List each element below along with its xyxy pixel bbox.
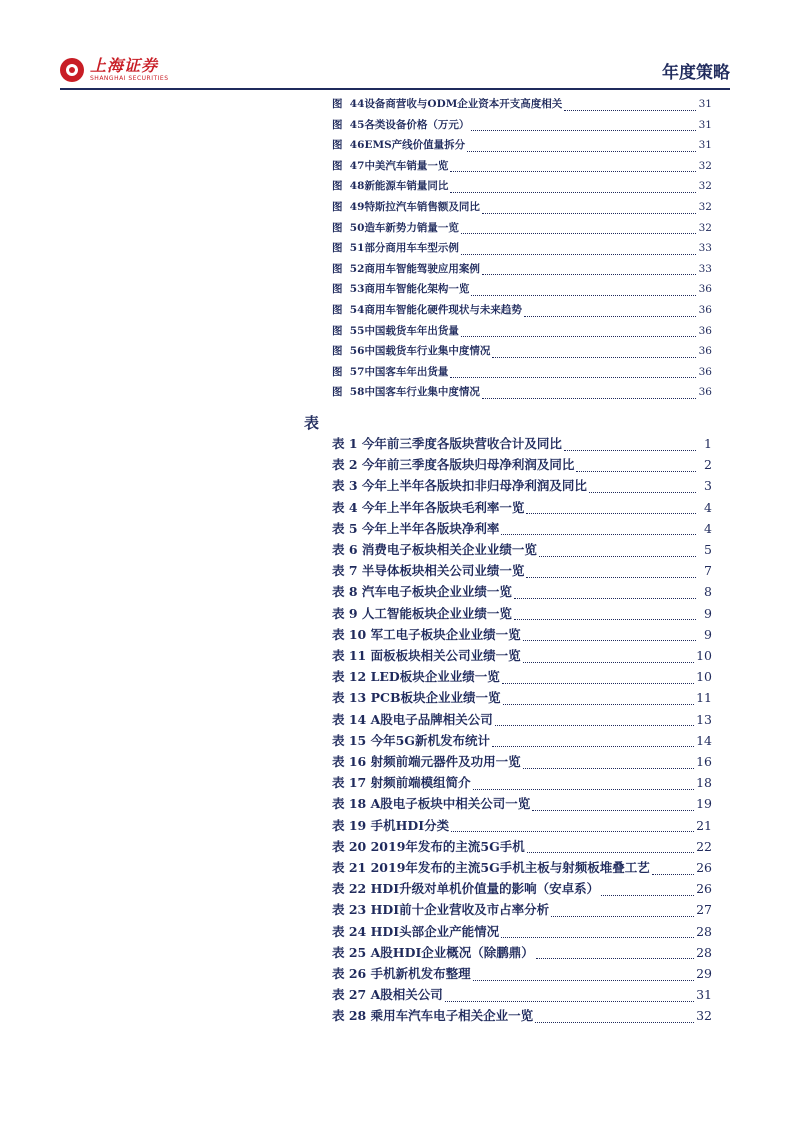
entry-page-number: 28 (696, 923, 712, 939)
entry-title: 中国客车年出货量 (364, 365, 449, 378)
dot-leader (539, 546, 696, 557)
entry-label: 图 57 (332, 365, 365, 378)
dot-leader (450, 184, 696, 193)
entry-label: 表 25 (332, 944, 371, 960)
entry-page-number: 29 (696, 966, 712, 981)
entry-label: 表 26 (332, 966, 371, 981)
entry-page-number: 36 (698, 386, 712, 399)
toc-table-entry[interactable] (332, 540, 712, 562)
toc-figure-entry[interactable] (332, 384, 712, 404)
entry-label: 图 56 (332, 345, 365, 358)
entry-label: 表 12 (332, 669, 371, 685)
logo-text-en: SHANGHAI SECURITIES (90, 75, 169, 82)
dot-leader (492, 736, 694, 747)
entry-title: 商用车智能化硬件现状与未来趋势 (364, 304, 522, 316)
entry-page-number: 10 (696, 648, 712, 663)
toc-table-entry[interactable] (332, 794, 712, 816)
entry-title: A股电子品牌相关公司 (370, 711, 493, 727)
entry-page-number: 32 (696, 1008, 712, 1024)
entry-title: HDI头部企业产能情况 (370, 923, 500, 939)
dot-leader (503, 694, 695, 705)
toc-table-entry[interactable] (332, 667, 712, 689)
entry-page-number: 16 (696, 754, 712, 769)
dot-leader (482, 266, 696, 275)
entry-title: 今年前三季度各版块归母净利润及同比 (361, 457, 575, 473)
entry-page-number: 36 (698, 345, 712, 358)
entry-title: 2019年发布的主流5G手机主板与射频板堆叠工艺 (370, 860, 650, 875)
dot-leader (523, 652, 694, 663)
dot-leader (523, 630, 696, 641)
dot-leader (482, 205, 696, 214)
toc-table-entry[interactable] (332, 688, 712, 710)
entry-label: 表 13 (332, 690, 371, 706)
dot-leader (526, 567, 696, 578)
entry-label: 图 54 (332, 304, 365, 316)
dot-leader (501, 524, 696, 535)
toc-figure-entry[interactable] (332, 323, 712, 343)
entry-title: 乘用车汽车电子相关企业一览 (370, 1008, 534, 1024)
entry-page-number: 33 (698, 242, 712, 255)
entry-title: A股电子板块中相关公司一览 (370, 796, 531, 812)
entry-label: 表 22 (332, 881, 371, 897)
dot-leader (445, 991, 694, 1002)
entry-title: 各类设备价格（万元） (364, 118, 470, 131)
entry-page-number: 36 (698, 365, 712, 378)
entry-page-number: 13 (696, 711, 712, 727)
dot-leader (514, 609, 696, 620)
entry-title: 造车新势力销量一览 (364, 221, 459, 234)
entry-label: 图 52 (332, 262, 365, 275)
entry-page-number: 1 (704, 436, 712, 451)
entry-title: 手机新机发布整理 (370, 966, 471, 981)
entry-title: PCB板块企业业绩一览 (370, 690, 501, 706)
toc-table-entry[interactable] (332, 985, 712, 1007)
entry-page-number: 14 (696, 732, 712, 748)
dot-leader (471, 122, 696, 131)
toc-table-entry[interactable] (332, 816, 712, 838)
dot-leader (467, 143, 696, 152)
dot-leader (576, 461, 696, 472)
entry-label: 表 18 (332, 796, 371, 812)
entry-page-number: 19 (696, 796, 712, 812)
dot-leader (524, 308, 696, 317)
entry-page-number: 33 (698, 262, 712, 275)
toc-figure-entry[interactable] (332, 117, 712, 137)
entry-page-number: 36 (698, 283, 712, 296)
entry-label: 图 55 (332, 324, 365, 337)
entry-page-number: 21 (696, 817, 712, 833)
toc-figure-entry[interactable] (332, 343, 712, 363)
entry-page-number: 36 (698, 324, 712, 337)
entry-label: 表 20 (332, 838, 371, 854)
entry-title: A股HDI企业概况（除鹏鼎） (370, 944, 534, 960)
entry-title: 射频前端元器件及功用一览 (370, 754, 521, 769)
entry-page-number: 5 (704, 542, 712, 557)
toc-table-entry[interactable] (332, 582, 712, 604)
entry-page-number: 10 (696, 669, 712, 685)
toc-table-entry[interactable] (332, 604, 712, 626)
dot-leader (652, 864, 694, 875)
entry-label: 表 6 (332, 542, 362, 557)
entry-title: 军工电子板块企业业绩一览 (370, 626, 521, 642)
entry-label: 表 23 (332, 902, 371, 918)
entry-label: 图 51 (332, 242, 365, 255)
dot-leader (451, 821, 694, 832)
page-header (60, 50, 730, 88)
entry-title: A股相关公司 (370, 987, 443, 1003)
dot-leader (461, 328, 696, 337)
entry-label: 表 3 (332, 478, 362, 494)
entry-title: 手机HDI分类 (370, 817, 450, 833)
toc-table-entry[interactable] (332, 837, 712, 859)
entry-label: 表 10 (332, 626, 371, 642)
entry-page-number: 4 (704, 499, 712, 515)
toc-figure-entry[interactable] (332, 240, 712, 260)
toc-table-entry[interactable] (332, 773, 712, 795)
entry-title: 汽车电子板块企业业绩一览 (361, 584, 512, 600)
entry-label: 表 19 (332, 817, 371, 833)
entry-title: 今年前三季度各版块营收合计及同比 (361, 436, 562, 451)
dot-leader (450, 163, 696, 172)
entry-page-number: 4 (704, 520, 712, 536)
toc-table-entry[interactable] (332, 455, 712, 477)
entry-title: 商用车智能化架构一览 (364, 283, 470, 296)
entry-page-number: 2 (704, 457, 712, 473)
entry-label: 图 47 (332, 159, 365, 172)
dot-leader (492, 349, 696, 358)
toc-figure-entry[interactable] (332, 281, 712, 301)
entry-page-number: 27 (696, 902, 712, 918)
dot-leader (564, 102, 696, 111)
entry-label: 图 46 (332, 139, 365, 152)
entry-label: 表 28 (332, 1008, 371, 1024)
logo-emblem-icon (60, 58, 84, 82)
entry-title: 今年上半年各版块扣非归母净利润及同比 (361, 478, 587, 494)
dot-leader (482, 390, 696, 399)
entry-label: 表 14 (332, 711, 371, 727)
toc-table-entry[interactable] (332, 561, 712, 583)
entry-label: 图 45 (332, 118, 365, 131)
entry-label: 图 49 (332, 201, 365, 213)
entry-title: 今年5G新机发布统计 (370, 732, 490, 748)
toc-table-entry[interactable] (332, 858, 712, 880)
dot-leader (532, 800, 694, 811)
entry-title: 中美汽车销量一览 (364, 159, 449, 172)
dot-leader (450, 369, 696, 378)
toc-table-entry[interactable] (332, 476, 712, 498)
entry-title: 半导体板块相关公司业绩一览 (361, 563, 525, 579)
toc-figure-entry[interactable] (332, 199, 712, 219)
entry-label: 表 2 (332, 457, 362, 473)
toc-figure-entry[interactable] (332, 364, 712, 384)
entry-title: 中国载货车行业集中度情况 (364, 345, 491, 358)
dot-leader (461, 225, 696, 234)
entry-title: HDI升级对单机价值量的影响（安卓系） (370, 881, 600, 897)
entry-page-number: 28 (696, 944, 712, 960)
toc-table-entry[interactable] (332, 646, 712, 668)
toc-table-entry[interactable] (332, 900, 712, 922)
entry-title: 人工智能板块企业业绩一览 (361, 605, 512, 621)
dot-leader (473, 779, 694, 790)
entry-title: 面板板块相关公司业绩一览 (370, 648, 521, 663)
entry-page-number: 36 (698, 304, 712, 316)
dot-leader (601, 885, 694, 896)
entry-page-number: 32 (698, 180, 712, 193)
dot-leader (527, 842, 694, 853)
entry-page-number: 8 (704, 584, 712, 600)
entry-title: 商用车智能驾驶应用案例 (364, 262, 480, 275)
entry-page-number: 9 (704, 605, 712, 621)
entry-page-number: 11 (696, 690, 712, 706)
entry-label: 图 44 (332, 98, 365, 110)
dot-leader (523, 758, 694, 769)
dot-leader (495, 715, 694, 726)
entry-label: 表 21 (332, 860, 371, 875)
entry-page-number: 31 (696, 987, 712, 1003)
entry-label: 图 50 (332, 221, 365, 234)
entry-label: 表 16 (332, 754, 371, 769)
entry-page-number: 3 (704, 478, 712, 494)
entry-title: 射频前端模组简介 (370, 775, 471, 791)
toc-table-entry[interactable] (332, 731, 712, 753)
entry-title: HDI前十企业营收及市占率分析 (370, 902, 550, 918)
toc-table-entry[interactable] (332, 498, 712, 520)
entry-label: 图 48 (332, 180, 365, 193)
dot-leader (551, 906, 694, 917)
entry-page-number: 31 (698, 118, 712, 131)
entry-page-number: 22 (696, 838, 712, 854)
toc-figure-entry[interactable] (332, 261, 712, 281)
entry-page-number: 32 (698, 159, 712, 172)
entry-label: 表 5 (332, 520, 362, 536)
dot-leader (526, 503, 696, 514)
toc-figure-entry[interactable] (332, 158, 712, 178)
entry-label: 表 15 (332, 732, 371, 748)
entry-title: EMS产线价值量拆分 (364, 139, 466, 152)
toc-table-entry[interactable] (332, 879, 712, 901)
toc-table-entry[interactable] (332, 922, 712, 944)
entry-title: 设备商营收与ODM企业资本开支高度相关 (364, 98, 563, 110)
entry-title: 2019年发布的主流5G手机 (370, 838, 525, 854)
entry-page-number: 31 (698, 98, 712, 110)
entry-page-number: 32 (698, 221, 712, 234)
toc-figure-entry[interactable] (332, 137, 712, 157)
entry-page-number: 32 (698, 201, 712, 213)
dot-leader (535, 1012, 694, 1023)
dot-leader (501, 927, 694, 938)
entry-title: 部分商用车车型示例 (364, 242, 459, 255)
toc-table-entry[interactable] (332, 752, 712, 774)
toc-table-entry[interactable] (332, 519, 712, 541)
toc-figure-entry[interactable] (332, 96, 712, 116)
entry-page-number: 26 (696, 860, 712, 875)
toc-table-entry[interactable] (332, 625, 712, 647)
entry-title: 消费电子板块相关企业业绩一览 (361, 542, 537, 557)
company-logo (60, 56, 169, 84)
toc-table-entry[interactable] (332, 964, 712, 986)
entry-label: 表 11 (332, 648, 371, 663)
entry-page-number: 26 (696, 881, 712, 897)
entry-label: 表 17 (332, 775, 371, 791)
entry-page-number: 9 (704, 626, 712, 642)
entry-label: 图 53 (332, 283, 365, 296)
entry-label: 表 4 (332, 499, 362, 515)
dot-leader (461, 246, 696, 255)
entry-title: 新能源车销量同比 (364, 180, 449, 193)
tables-section-heading: 表 (304, 414, 320, 432)
report-type-title: 年度策略 (662, 63, 730, 83)
entry-label: 表 8 (332, 584, 362, 600)
header-divider (60, 88, 730, 90)
entry-title: 中国载货车年出货量 (364, 324, 459, 337)
dot-leader (514, 588, 696, 599)
entry-label: 表 9 (332, 605, 362, 621)
entry-page-number: 7 (704, 563, 712, 579)
dot-leader (564, 440, 696, 451)
logo-text-cn: 上海证券 (90, 56, 159, 75)
entry-title: 今年上半年各版块毛利率一览 (361, 499, 525, 515)
toc-table-entry[interactable] (332, 434, 712, 456)
entry-label: 表 7 (332, 563, 362, 579)
toc-figure-entry[interactable] (332, 178, 712, 198)
dot-leader (471, 287, 696, 296)
dot-leader (473, 970, 694, 981)
toc-table-entry[interactable] (332, 943, 712, 965)
entry-label: 表 24 (332, 923, 371, 939)
toc-figure-entry[interactable] (332, 220, 712, 240)
dot-leader (589, 482, 696, 493)
toc-table-entry[interactable] (332, 710, 712, 732)
toc-table-entry[interactable] (332, 1006, 712, 1028)
entry-label: 表 27 (332, 987, 371, 1003)
entry-title: LED板块企业业绩一览 (370, 669, 500, 685)
entry-title: 特斯拉汽车销售额及同比 (364, 201, 480, 213)
entry-page-number: 31 (698, 139, 712, 152)
dot-leader (536, 948, 694, 959)
toc-figure-entry[interactable] (332, 302, 712, 322)
entry-title: 中国客车行业集中度情况 (364, 386, 480, 399)
entry-title: 今年上半年各版块净利率 (361, 520, 500, 536)
entry-label: 图 58 (332, 386, 365, 399)
entry-label: 表 1 (332, 436, 362, 451)
entry-page-number: 18 (696, 775, 712, 791)
dot-leader (502, 673, 694, 684)
